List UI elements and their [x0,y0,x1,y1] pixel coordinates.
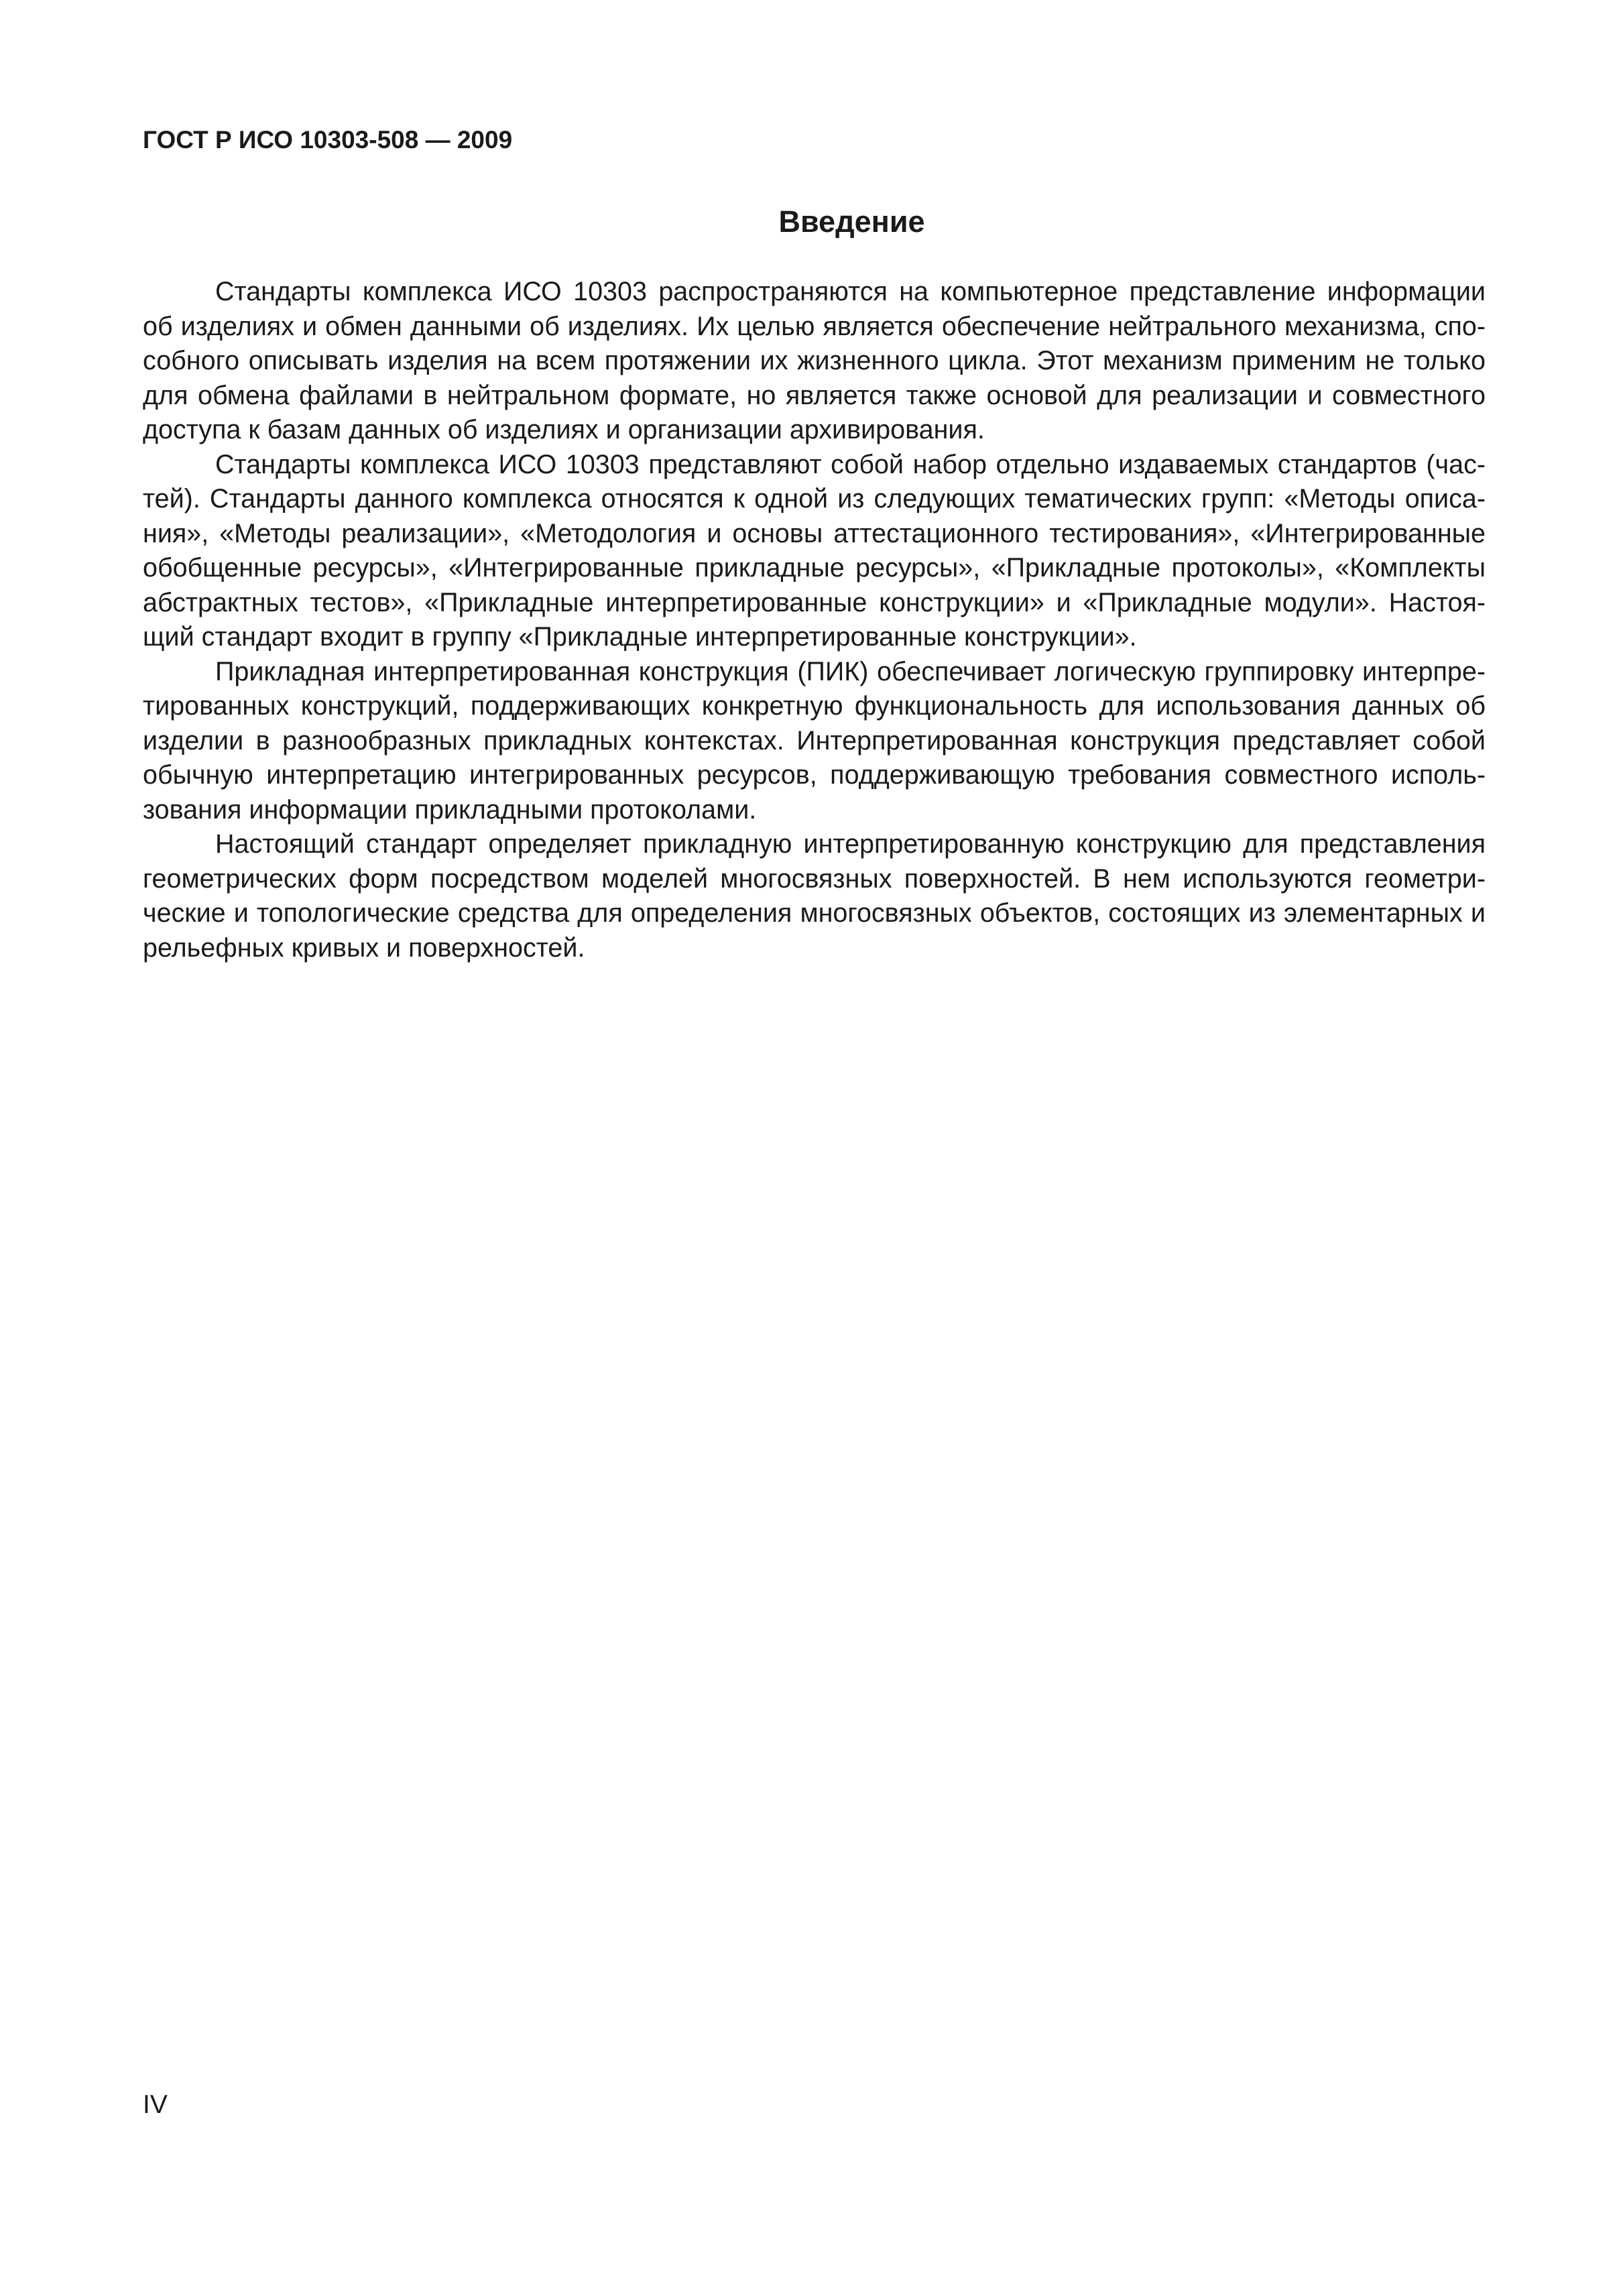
section-title: Введение [778,204,925,239]
standard-designation: ГОСТ Р ИСО 10303-508 — 2009 [143,126,513,154]
paragraph-parts-structure: Стандарты комплекса ИСО 10303 представляют собой набор отдельно издаваемых стандартов (частей). Стандарты данного комплекса относятся к одной из следующих тематических групп: «Методы описания», «Методы реализации», «Методология и основы аттестационного тестирования», «Интегрированные обобщенные ресурсы», «Интегрированные прикладные ресурсы», «Прикладные протоколы», «Комплекты абстрактных тестов», «Прикладные интерпретированные конструкции» и «Прикладные модули». Настоящий стандарт входит в группу «Прикладные интерпретированные конструкции». [143,449,1486,652]
paragraph-scope: Стандарты комплекса ИСО 10303 распространяются на компьютерное представление информации об изделиях и обмен данными об изделиях. Их целью является обеспечение нейтрального механизма, способного описывать изделия на всем протяжении их жизненного цикла. Этот механизм применим не только для обмена файлами в нейтральном формате, но является также основой для реализации и совместного доступа к базам данных об изделиях и организации архивирования. [143,277,1486,444]
introduction-body [143,275,1486,965]
paragraph-aic-definition: Прикладная интерпретированная конструкция (ПИК) обеспечивает логическую группировку интерпретированных конструкций, поддерживающих конкретную функциональность для использования данных об изделии в разнообразных прикладных контекстах. Интерпретированная конструкция представляет собой обычную интерпретацию интегрированных ресурсов, поддерживающую требования совместного использования информации прикладными протоколами. [143,656,1486,825]
page-number: IV [143,2090,168,2119]
paragraph-standard-purpose: Настоящий стандарт определяет прикладную интерпретированную конструкцию для представления геометрических форм посредством моделей многосвязных поверхностей. В нем используются геометрические и топологические средства для определения многосвязных объектов, состоящих из элементарных и рельефных кривых и поверхностей. [143,829,1486,963]
